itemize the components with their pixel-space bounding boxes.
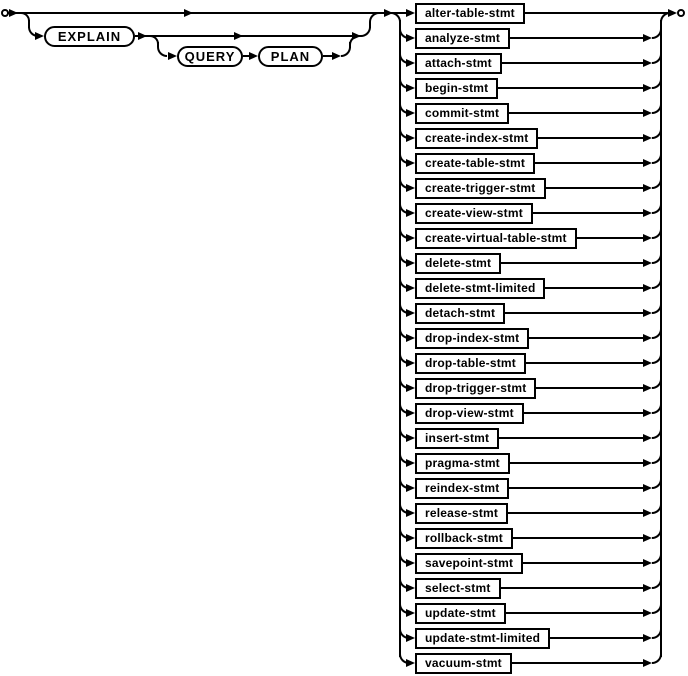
branch-row bbox=[406, 101, 652, 125]
stmt-reindex-stmt[interactable]: reindex-stmt bbox=[415, 478, 509, 499]
main-line bbox=[8, 12, 407, 14]
branch-row bbox=[406, 576, 652, 600]
arrowhead-icon bbox=[406, 559, 415, 567]
corner-curve bbox=[652, 652, 662, 664]
connector-hline bbox=[506, 612, 643, 614]
arrowhead-icon bbox=[35, 32, 44, 40]
connector-hline bbox=[525, 12, 670, 14]
branch-row bbox=[406, 1, 670, 25]
keyword-plan: PLAN bbox=[258, 46, 323, 67]
branch-row bbox=[406, 276, 652, 300]
branch-row bbox=[406, 551, 652, 575]
arrowhead-icon bbox=[406, 434, 415, 442]
stmt-vacuum-stmt[interactable]: vacuum-stmt bbox=[415, 653, 512, 674]
arrowhead-icon bbox=[643, 584, 652, 592]
arrowhead-icon bbox=[332, 52, 341, 60]
arrowhead-icon bbox=[406, 509, 415, 517]
stmt-attach-stmt[interactable]: attach-stmt bbox=[415, 53, 502, 74]
arrowhead-icon bbox=[643, 484, 652, 492]
connector-hline bbox=[498, 87, 643, 89]
connector-hline bbox=[509, 487, 643, 489]
arrowhead-icon bbox=[643, 84, 652, 92]
arrowhead-icon bbox=[643, 534, 652, 542]
stmt-delete-stmt-limited[interactable]: delete-stmt-limited bbox=[415, 278, 545, 299]
arrowhead-icon bbox=[406, 384, 415, 392]
connector-hline bbox=[510, 37, 643, 39]
stmt-detach-stmt[interactable]: detach-stmt bbox=[415, 303, 505, 324]
arrowhead-icon bbox=[406, 309, 415, 317]
arrowhead-icon bbox=[643, 509, 652, 517]
stmt-analyze-stmt[interactable]: analyze-stmt bbox=[415, 28, 510, 49]
corner-curve bbox=[157, 45, 167, 57]
arrowhead-icon bbox=[643, 159, 652, 167]
arrowhead-icon bbox=[184, 9, 193, 17]
stmt-delete-stmt[interactable]: delete-stmt bbox=[415, 253, 501, 274]
connector-hline bbox=[513, 537, 643, 539]
connector-hline bbox=[510, 462, 643, 464]
connector-hline bbox=[523, 562, 643, 564]
arrowhead-icon bbox=[643, 384, 652, 392]
arrowhead-icon bbox=[406, 84, 415, 92]
arrowhead-icon bbox=[406, 609, 415, 617]
arrowhead-icon bbox=[168, 52, 177, 60]
stmt-commit-stmt[interactable]: commit-stmt bbox=[415, 103, 509, 124]
connector-hline bbox=[529, 337, 643, 339]
connector-hline bbox=[545, 287, 643, 289]
branch-row bbox=[406, 376, 652, 400]
connector-hline bbox=[536, 387, 643, 389]
arrowhead-icon bbox=[643, 334, 652, 342]
stmt-insert-stmt[interactable]: insert-stmt bbox=[415, 428, 499, 449]
connector-hline bbox=[533, 212, 643, 214]
arrowhead-icon bbox=[643, 309, 652, 317]
arrowhead-icon bbox=[643, 359, 652, 367]
stmt-begin-stmt[interactable]: begin-stmt bbox=[415, 78, 498, 99]
arrowhead-icon bbox=[643, 409, 652, 417]
connector-hline bbox=[538, 137, 643, 139]
arrowhead-icon bbox=[643, 184, 652, 192]
arrowhead-icon bbox=[234, 32, 243, 40]
keyword-query: QUERY bbox=[177, 46, 243, 67]
arrowhead-icon bbox=[406, 634, 415, 642]
arrowhead-icon bbox=[406, 159, 415, 167]
arrowhead-icon bbox=[406, 484, 415, 492]
branch-row bbox=[406, 651, 652, 675]
arrowhead-icon bbox=[406, 34, 415, 42]
branch-row bbox=[406, 126, 652, 150]
arrowhead-icon bbox=[406, 359, 415, 367]
connector-hline bbox=[505, 312, 643, 314]
stmt-create-virtual-table-stmt[interactable]: create-virtual-table-stmt bbox=[415, 228, 577, 249]
right-trunk-line bbox=[660, 20, 662, 657]
left-trunk-line bbox=[399, 20, 401, 657]
stmt-select-stmt[interactable]: select-stmt bbox=[415, 578, 501, 599]
explain-bypass-line bbox=[135, 35, 362, 37]
connector-hline bbox=[526, 362, 643, 364]
branch-row bbox=[406, 301, 652, 325]
arrowhead-icon bbox=[406, 59, 415, 67]
stmt-alter-table-stmt[interactable]: alter-table-stmt bbox=[415, 3, 525, 24]
arrowhead-icon bbox=[406, 109, 415, 117]
branch-row bbox=[406, 526, 652, 550]
connector-hline bbox=[508, 512, 643, 514]
arrowhead-icon bbox=[9, 9, 18, 17]
arrowhead-icon bbox=[249, 52, 258, 60]
arrowhead-icon bbox=[406, 184, 415, 192]
arrowhead-icon bbox=[406, 234, 415, 242]
stmt-create-view-stmt[interactable]: create-view-stmt bbox=[415, 203, 533, 224]
arrowhead-icon bbox=[643, 259, 652, 267]
arrowhead-icon bbox=[406, 209, 415, 217]
arrowhead-icon bbox=[643, 284, 652, 292]
arrowhead-icon bbox=[406, 284, 415, 292]
arrowhead-icon bbox=[643, 634, 652, 642]
arrowhead-icon bbox=[643, 209, 652, 217]
connector-hline bbox=[512, 662, 643, 664]
connector-hline bbox=[546, 187, 644, 189]
arrowhead-icon bbox=[643, 459, 652, 467]
arrowhead-icon bbox=[643, 34, 652, 42]
branch-row bbox=[406, 476, 652, 500]
branch-row bbox=[406, 51, 652, 75]
arrowhead-icon bbox=[643, 134, 652, 142]
arrowhead-icon bbox=[138, 32, 147, 40]
connector-hline bbox=[501, 587, 643, 589]
connector-hline bbox=[502, 62, 643, 64]
arrowhead-icon bbox=[406, 659, 415, 667]
branch-row bbox=[406, 601, 652, 625]
stmt-drop-trigger-stmt[interactable]: drop-trigger-stmt bbox=[415, 378, 536, 399]
branch-row bbox=[406, 401, 652, 425]
arrowhead-icon bbox=[643, 109, 652, 117]
arrowhead-icon bbox=[406, 584, 415, 592]
stmt-update-stmt[interactable]: update-stmt bbox=[415, 603, 506, 624]
stmt-drop-view-stmt[interactable]: drop-view-stmt bbox=[415, 403, 524, 424]
stmt-create-index-stmt[interactable]: create-index-stmt bbox=[415, 128, 538, 149]
arrowhead-icon bbox=[406, 134, 415, 142]
stmt-release-stmt[interactable]: release-stmt bbox=[415, 503, 508, 524]
arrowhead-icon bbox=[406, 259, 415, 267]
arrowhead-icon bbox=[406, 334, 415, 342]
connector-hline bbox=[501, 262, 643, 264]
stmt-update-stmt-limited[interactable]: update-stmt-limited bbox=[415, 628, 550, 649]
arrowhead-icon bbox=[406, 409, 415, 417]
arrowhead-icon bbox=[406, 534, 415, 542]
branch-row bbox=[406, 351, 652, 375]
connector-hline bbox=[577, 237, 643, 239]
arrowhead-icon bbox=[406, 9, 415, 17]
arrowhead-icon bbox=[643, 609, 652, 617]
stmt-rollback-stmt[interactable]: rollback-stmt bbox=[415, 528, 513, 549]
stmt-create-table-stmt[interactable]: create-table-stmt bbox=[415, 153, 535, 174]
branch-row bbox=[406, 451, 652, 475]
branch-row bbox=[406, 501, 652, 525]
arrowhead-icon bbox=[643, 434, 652, 442]
branch-row bbox=[406, 176, 652, 200]
arrowhead-icon bbox=[643, 234, 652, 242]
connector-hline bbox=[524, 412, 643, 414]
stmt-pragma-stmt[interactable]: pragma-stmt bbox=[415, 453, 510, 474]
stmt-drop-table-stmt[interactable]: drop-table-stmt bbox=[415, 353, 526, 374]
stmt-savepoint-stmt[interactable]: savepoint-stmt bbox=[415, 553, 523, 574]
connector-hline bbox=[499, 437, 643, 439]
connector-hline bbox=[550, 637, 643, 639]
stmt-create-trigger-stmt[interactable]: create-trigger-stmt bbox=[415, 178, 546, 199]
arrowhead-icon bbox=[643, 59, 652, 67]
arrowhead-icon bbox=[406, 459, 415, 467]
stmt-drop-index-stmt[interactable]: drop-index-stmt bbox=[415, 328, 529, 349]
branch-row bbox=[406, 151, 652, 175]
arrowhead-icon bbox=[643, 559, 652, 567]
branch-row bbox=[406, 251, 652, 275]
end-terminal bbox=[677, 9, 685, 17]
arrowhead-icon bbox=[643, 659, 652, 667]
branch-row bbox=[406, 226, 652, 250]
connector-hline bbox=[535, 162, 643, 164]
keyword-explain: EXPLAIN bbox=[44, 26, 135, 47]
branch-row bbox=[406, 201, 652, 225]
branch-row bbox=[406, 76, 652, 100]
branch-row bbox=[406, 426, 652, 450]
connector-vline bbox=[369, 22, 371, 28]
branch-row bbox=[406, 626, 652, 650]
connector-hline bbox=[509, 112, 643, 114]
branch-row bbox=[406, 326, 652, 350]
branch-row bbox=[406, 26, 652, 50]
